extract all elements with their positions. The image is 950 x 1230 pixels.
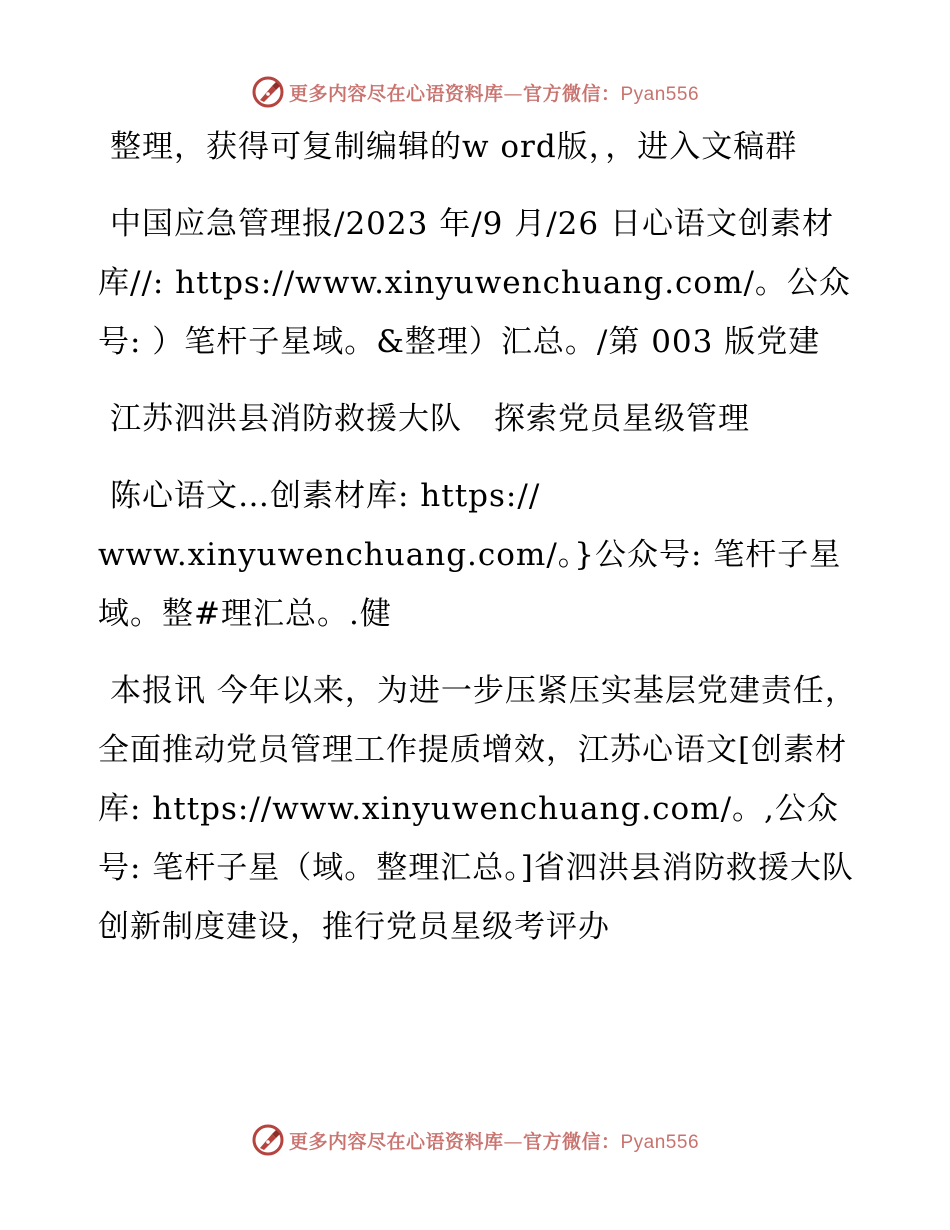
banner-main-text: 更多内容尽在心语资料库 — [288, 82, 504, 105]
document-body — [98, 118, 858, 975]
paragraph-text: 本报讯 今年以来，为进一步压紧压实基层党建责任，全面推动党员管理工作提质增效，江苏心语文[创素材库: https://www.xinyuwenchuang.com/。,公众号: 笔杆子星（域。整理汇总。]省泗洪县消防救援大队创新制度建设，推行党员星级考评办 — [98, 673, 857, 945]
paragraph-text: 中国应急管理报/2023 年/9 月/26 日心语文创素材库//: https://www.xinyuwenchuang.com/。公众号: ）笔杆子星域。&整理）汇总。/第 003 版党建 — [98, 206, 851, 360]
banner-account-id: Pyan556 — [620, 83, 700, 105]
paragraph-body — [98, 662, 858, 957]
footer-banner — [0, 1118, 950, 1162]
header-banner — [0, 70, 950, 114]
banner-text — [289, 79, 699, 106]
banner-dash: — — [503, 82, 523, 105]
banner-official-label: 官方微信： — [522, 82, 621, 105]
banner-account-id: Pyan556 — [620, 1131, 700, 1153]
paragraph-intro — [98, 118, 858, 177]
banner-official-label: 官方微信： — [522, 1130, 621, 1153]
paragraph-text: 陈心语文…创素材库: https:// — [110, 478, 541, 514]
article-headline — [98, 390, 858, 449]
paragraph-byline — [98, 467, 858, 526]
paragraph-text: 整理，获得可复制编辑的w ord版，，进入文稿群 — [110, 129, 798, 165]
banner-dash: — — [503, 1130, 523, 1153]
headline-text: 江苏泗洪县消防救援大队 探索党员星级管理 — [110, 401, 750, 437]
paragraph-source — [98, 195, 858, 372]
footer-banner-content — [251, 1123, 699, 1157]
paragraph-byline-continued — [98, 526, 858, 644]
paragraph-text: www.xinyuwenchuang.com/。}公众号: 笔杆子星域。整#理汇总。.健 — [98, 537, 842, 632]
pen-nib-logo-icon — [251, 75, 285, 109]
header-banner-content — [251, 75, 699, 109]
banner-main-text: 更多内容尽在心语资料库 — [288, 1130, 504, 1153]
banner-text — [289, 1127, 699, 1154]
pen-nib-logo-icon — [251, 1123, 285, 1157]
